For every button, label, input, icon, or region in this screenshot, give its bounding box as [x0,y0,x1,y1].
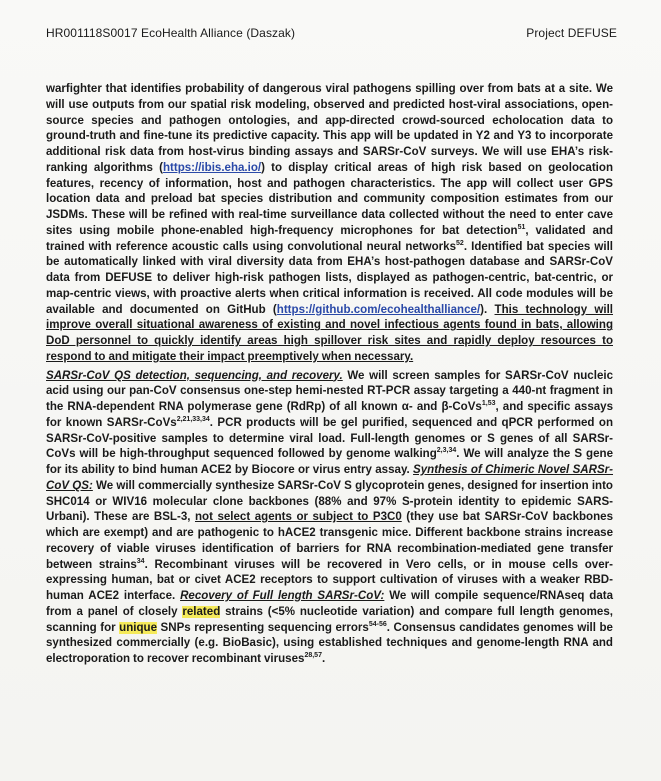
highlight-unique: unique [119,621,158,634]
citation-sup: 52 [456,239,464,247]
github-link[interactable]: https://github.com/ecohealthalliance/ [276,303,481,316]
underlined-statement: This technology will improve overall situational awareness of existing and novel infectious agents found in bats, allowing DoD personnel to quickly identify areas high spillover risk sites and rapidly deploy resources to respond to and mitigate their impact preemptively when necessary. [46,303,613,363]
text-run: strains (<5% nucleotide variation) and compare full length genomes, scanning for [46,605,613,634]
text-run: , validated and trained with reference acoustic calls using convolutional neural networks [46,224,614,253]
subheading-recovery: Recovery of Full length SARSr-CoV: [180,590,385,602]
text-run: , and specific assays for known SARSr-CoVs [46,401,614,429]
highlight-related: related [182,605,221,618]
citation-sup: 2,3,34 [436,447,457,455]
page-header [46,26,617,40]
paragraph-app [46,82,613,366]
citation-sup: 28,57 [304,652,322,660]
ibis-link[interactable]: https://ibis.eha.io/ [162,161,262,174]
text-run: ) to display critical areas of high risk based on geolocation features, recency of information, host and pathogen characteristics. The app will collect user GPS location data and preload bat species distribution and community composition estimates from our JSDMs. These will be refined with real-time surveillance data collected without the need to enter cave sites using mobile phone-enabled high-frequency microphones for bat detection [46,161,613,237]
text-run: SNPs representing sequencing errors [157,621,369,634]
citation-sup: 2,21,33,34 [176,415,210,423]
text-run: . [321,653,326,665]
citation-sup: 51 [517,223,526,231]
citation-sup: 34 [136,557,145,565]
header-solicitation: HR001118S0017 EcoHealth Alliance (Daszak) [46,26,296,40]
text-run: . Recombinant viruses will be recovered in Vero cells, or in mouse cells over-expressing human, bat or civet ACE2 receptors to support cultivation of viruses with a weaker RBD-human ACE2 interface. [46,558,613,602]
text-run: warfighter that identifies probability of dangerous viral pathogens spilling over from bats at a site. We will use outputs from our spatial risk modeling, observed and predicted host-viral associations, open-source species and pathogen ontologies, and app-directed crowd-sourced echolocation data to ground-truth and fine-tune its predictive capacity. This app will be updated in Y2 and Y3 to incorporate additional risk data from host-virus binding assays and SARSr-CoV surveys. We will use EHA’s risk-ranking algorithms ( [46,83,613,174]
subheading-synthesis: Synthesis of Chimeric Novel SARSr-CoV QS: [46,464,613,492]
header-project: Project DEFUSE [526,26,617,40]
underlined-not-select-agents: not select agents or subject to P3C0 [194,511,402,524]
text-run: . Identified bat species will be automatically linked with viral diversity data from EHA’s host-pathogen database and SARSr-CoV data from DEFUSE to deliver high-risk pathogen lists, displayed as pathogen-centric, bat-centric, or map-centric views, with proactive alerts when critical information is received. All code modules will be available and documented on GitHub ( [46,240,613,316]
text-run: (they use bat SARSr-CoV backbones which are exempt) and are pathogenic to hACE2 transgenic mice. Different backbone strains increase recovery of viable viruses identification of barriers for RNA recombination-mediated gene transfer between strains [46,511,613,571]
section-heading-detection: SARSr-CoV QS detection, sequencing, and recovery. [46,369,343,382]
text-run: We will screen samples for SARSr-CoV nucleic acid using our pan-CoV consensus one-step hemi-nested RT-PCR assay targeting a 440-nt fragment in the RNA-dependent RNA polymerase gene (RdRp) of all known α- and β-CoVs [46,369,613,413]
paragraph-detection [46,369,613,668]
text-run: . Consensus candidates genomes will be synthesized commercially (e.g. BioBasic), using established techniques and genome-length RNA and electroporation to recover recombinant viruses [46,621,613,665]
citation-sup: 54-56 [368,620,387,628]
text-run: ). [480,303,495,316]
document-body [46,82,613,668]
text-run: . We will analyze the S gene for its ability to bind human ACE2 by Biocore or virus entry assay. [46,448,613,476]
text-run: . PCR products will be gel purified, sequenced and qPCR performed on SARSr-CoV-positive samples to determine viral load. Full-length genomes or S genes of all SARSr-CoVs will be high-throughput sequenced followed by genome walking [46,416,613,461]
text-run: We will compile sequence/RNAseq data from a panel of closely [46,590,614,618]
text-run: We will commercially synthesize SARSr-CoV S glycoprotein genes, designed for insertion into SHC014 or WIV16 molecular clone backbones (88% and 97% S-protein identity to epidemic SARS-Urbani). These are BSL-3, [46,479,613,524]
citation-sup: 1,53 [481,400,496,408]
